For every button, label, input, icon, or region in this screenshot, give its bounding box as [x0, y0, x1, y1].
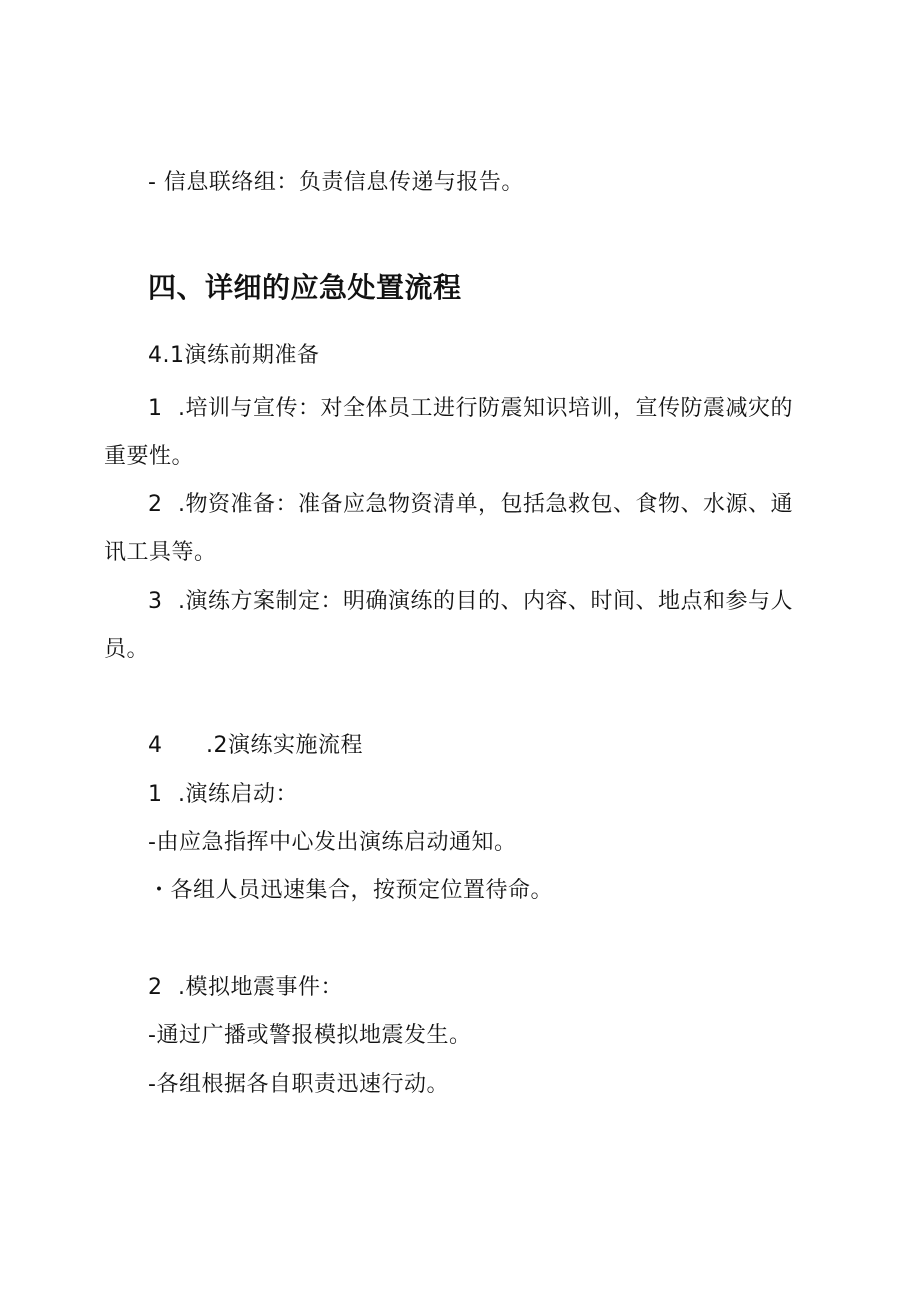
item-text-continuation: 重要性。	[104, 444, 195, 469]
item-text: .演练方案制定：明确演练的目的、内容、时间、地点和参与人	[178, 589, 793, 614]
step-title-text: .模拟地震事件：	[178, 975, 343, 1000]
list-item	[148, 587, 793, 617]
item-text: .培训与宣传：对全体员工进行防震知识培训，宣传防震减灾的	[178, 396, 793, 421]
step-bullet: -由应急指挥中心发出演练启动通知。	[148, 830, 517, 855]
section-heading: 四、详细的应急处置流程	[148, 271, 462, 304]
step-number: 1	[148, 782, 163, 807]
step-title	[148, 780, 298, 810]
list-item	[148, 394, 793, 424]
info-liaison-group-item: - 信息联络组：负责信息传递与报告。	[148, 170, 524, 195]
item-number: 2	[148, 492, 163, 517]
item-number: 3	[148, 589, 163, 614]
step-title	[148, 973, 343, 1003]
step-bullet: ・各组人员迅速集合，按预定位置待命。	[148, 878, 554, 903]
step-number: 2	[148, 975, 163, 1000]
list-item	[148, 490, 793, 520]
item-text: .物资准备：准备应急物资清单，包括急救包、食物、水源、通	[178, 492, 793, 517]
section-number: 4	[148, 733, 163, 758]
section-title-text: .2演练实施流程	[206, 733, 363, 758]
item-text-continuation: 讯工具等。	[104, 540, 217, 565]
item-number: 1	[148, 396, 163, 421]
subsection-1-title: 4.1演练前期准备	[148, 343, 320, 368]
subsection-2-title	[148, 731, 363, 761]
step-bullet: -各组根据各自职责迅速行动。	[148, 1072, 449, 1097]
step-bullet: -通过广播或警报模拟地震发生。	[148, 1023, 472, 1048]
item-text-continuation: 员。	[104, 637, 150, 662]
step-title-text: .演练启动：	[178, 782, 298, 807]
